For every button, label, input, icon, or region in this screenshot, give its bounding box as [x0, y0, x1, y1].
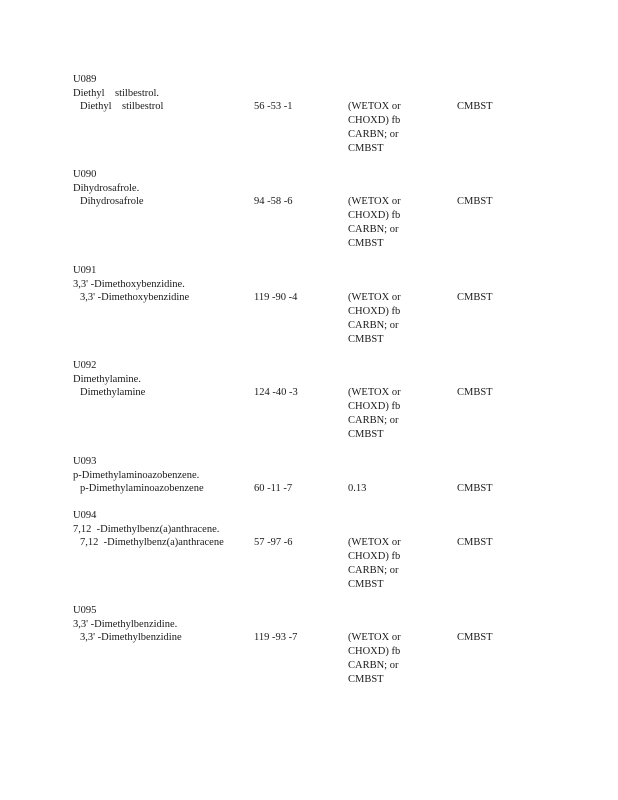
cas-number: 94 -58 -6: [254, 196, 293, 208]
waste-entry-u095: [73, 604, 593, 685]
treatment-technology: CMBST: [457, 101, 493, 113]
waste-code: U094: [73, 510, 97, 521]
waste-code: U092: [73, 360, 97, 371]
treatment-standard: 0.13: [348, 483, 367, 495]
treatment-standard: (WETOX or CHOXD) fb CARBN; or CMBST: [348, 387, 401, 440]
constituent-row: [73, 482, 593, 496]
treatment-standard: (WETOX or CHOXD) fb CARBN; or CMBST: [348, 101, 401, 154]
treatment-technology: CMBST: [457, 292, 493, 304]
constituent-name: 3,3' -Dimethylbenzidine: [80, 632, 182, 644]
treatment-standard: (WETOX or CHOXD) fb CARBN; or CMBST: [348, 292, 401, 345]
treatment-standard: (WETOX or CHOXD) fb CARBN; or CMBST: [348, 632, 401, 685]
constituent-row: [73, 536, 593, 590]
constituent-name: 7,12 -Dimethylbenz(a)anthracene: [80, 537, 224, 549]
waste-entry-u089: [73, 73, 593, 154]
waste-code: U089: [73, 74, 97, 85]
waste-code: U091: [73, 265, 97, 276]
cas-number: 56 -53 -1: [254, 101, 293, 113]
waste-name: 3,3' -Dimethoxybenzidine.: [73, 278, 185, 290]
cas-number: 60 -11 -7: [254, 483, 293, 495]
treatment-technology: CMBST: [457, 387, 493, 399]
constituent-name: Dihydrosafrole: [80, 196, 144, 208]
treatment-technology: CMBST: [457, 196, 493, 208]
constituent-row: [73, 291, 593, 345]
constituent-row: [73, 386, 593, 440]
constituent-name: Dimethylamine: [80, 387, 146, 399]
constituent-row: [73, 631, 593, 685]
waste-name: 3,3' -Dimethylbenzidine.: [73, 618, 178, 630]
waste-entry-u090: [73, 168, 593, 249]
waste-entry-u094: [73, 509, 593, 590]
cas-number: 57 -97 -6: [254, 537, 293, 549]
treatment-technology: CMBST: [457, 537, 493, 549]
constituent-name: 3,3' -Dimethoxybenzidine: [80, 292, 190, 304]
waste-name: Dimethylamine.: [73, 373, 141, 385]
waste-entry-u091: [73, 264, 593, 345]
waste-entry-u092: [73, 359, 593, 440]
constituent-name: p-Dimethylaminoazobenzene: [80, 483, 204, 495]
waste-code: U093: [73, 456, 97, 467]
waste-name: Dihydrosafrole.: [73, 182, 140, 194]
constituent-row: [73, 100, 593, 154]
cas-number: 119 -93 -7: [254, 632, 298, 644]
waste-entry-u093: [73, 455, 593, 496]
cas-number: 124 -40 -3: [254, 387, 298, 399]
waste-name: 7,12 -Dimethylbenz(a)anthracene.: [73, 523, 220, 535]
cas-number: 119 -90 -4: [254, 292, 298, 304]
waste-code: U090: [73, 169, 97, 180]
treatment-technology: CMBST: [457, 483, 493, 495]
waste-code: U095: [73, 605, 97, 616]
treatment-standard: (WETOX or CHOXD) fb CARBN; or CMBST: [348, 537, 401, 590]
constituent-row: [73, 195, 593, 249]
treatment-technology: CMBST: [457, 632, 493, 644]
treatment-standard: (WETOX or CHOXD) fb CARBN; or CMBST: [348, 196, 401, 249]
waste-name: p-Dimethylaminoazobenzene.: [73, 469, 200, 481]
waste-name: Diethyl stilbestrol.: [73, 87, 160, 99]
constituent-name: Diethyl stilbestrol: [80, 101, 164, 113]
